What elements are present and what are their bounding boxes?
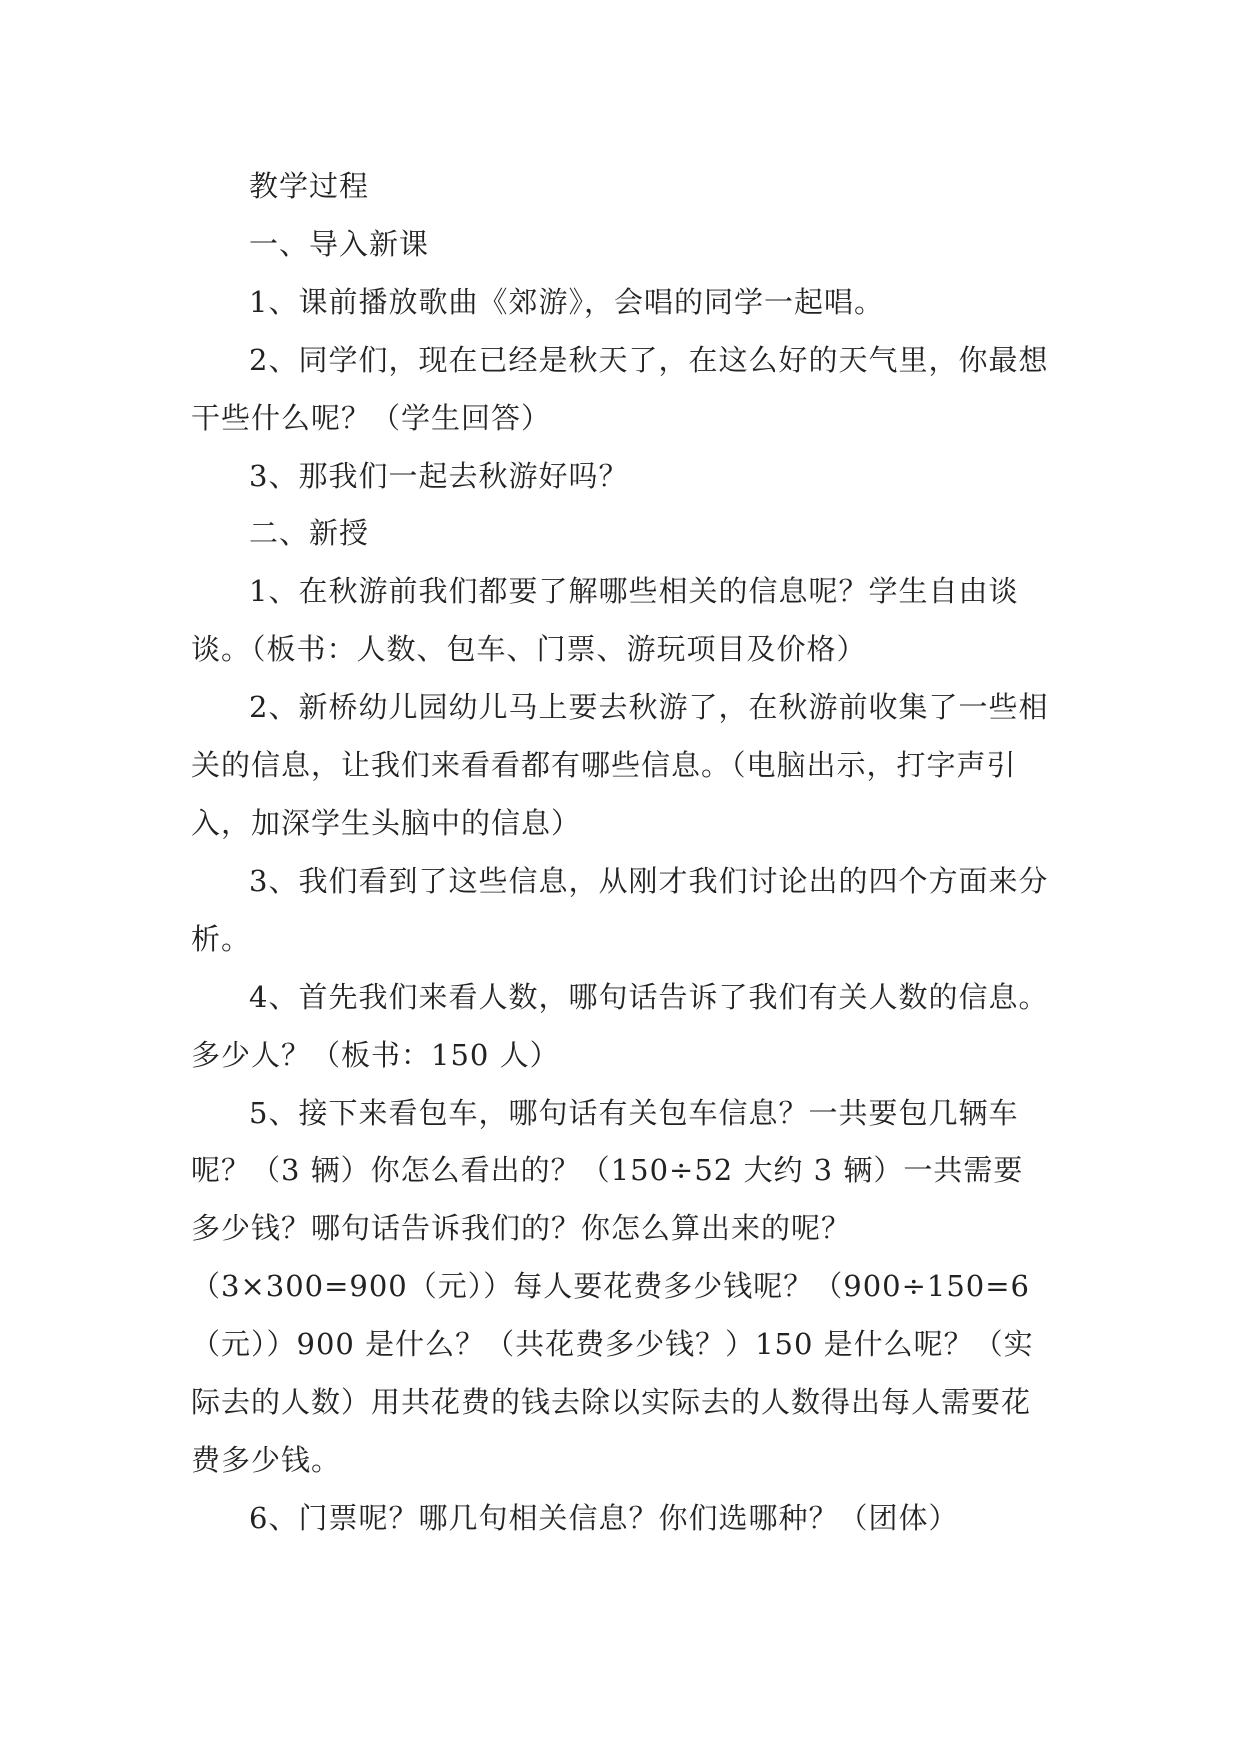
paragraph-intro-step-2: 2、同学们，现在已经是秋天了，在这么好的天气里，你最想干些什么呢？（学生回答）: [191, 342, 1049, 435]
paragraph-lesson-step-5: 5、接下来看包车，哪句话有关包车信息？一共要包几辆车呢？（3 辆）你怎么看出的？（150÷52 大约 3 辆）一共需要多少钱？哪句话告诉我们的？你怎么算出来的呢？（3×300=900（元））每人要花费多少钱呢？（900÷150=6（元））900 是什么？（共花费多少钱？）150 是什么呢？（实际去的人数）用共花费的钱去除以实际去的人数得出每人需要花费多少钱。: [191, 1095, 1034, 1477]
paragraph-intro-step-1: 1、课前播放歌曲《郊游》，会唱的同学一起唱。: [249, 284, 884, 319]
paragraph-lesson-step-6: 6、门票呢？哪几句相关信息？你们选哪种？（团体）: [249, 1500, 959, 1535]
paragraph-heading-teaching-process: 教学过程: [249, 169, 370, 203]
paragraph-lesson-step-3: 3、我们看到了这些信息，从刚才我们讨论出的四个方面来分析。: [191, 863, 1049, 956]
document-body: [191, 158, 1051, 1548]
paragraph-lesson-step-1: 1、在秋游前我们都要了解哪些相关的信息呢？学生自由谈谈。（板书：人数、包车、门票、游玩项目及价格）: [191, 574, 1019, 667]
paragraph-lesson-step-4: 4、首先我们来看人数，哪句话告诉了我们有关人数的信息。多少人？（板书：150 人）: [191, 979, 1049, 1072]
paragraph-section-new-lesson: 二、新授: [249, 516, 370, 551]
paragraph-intro-step-3: 3、那我们一起去秋游好吗？: [249, 458, 629, 493]
paragraph-section-introduction: 一、导入新课: [249, 226, 430, 261]
paragraph-lesson-step-2: 2、新桥幼儿园幼儿马上要去秋游了，在秋游前收集了一些相关的信息，让我们来看看都有哪些信息。（电脑出示，打字声引入，加深学生头脑中的信息）: [191, 690, 1049, 840]
